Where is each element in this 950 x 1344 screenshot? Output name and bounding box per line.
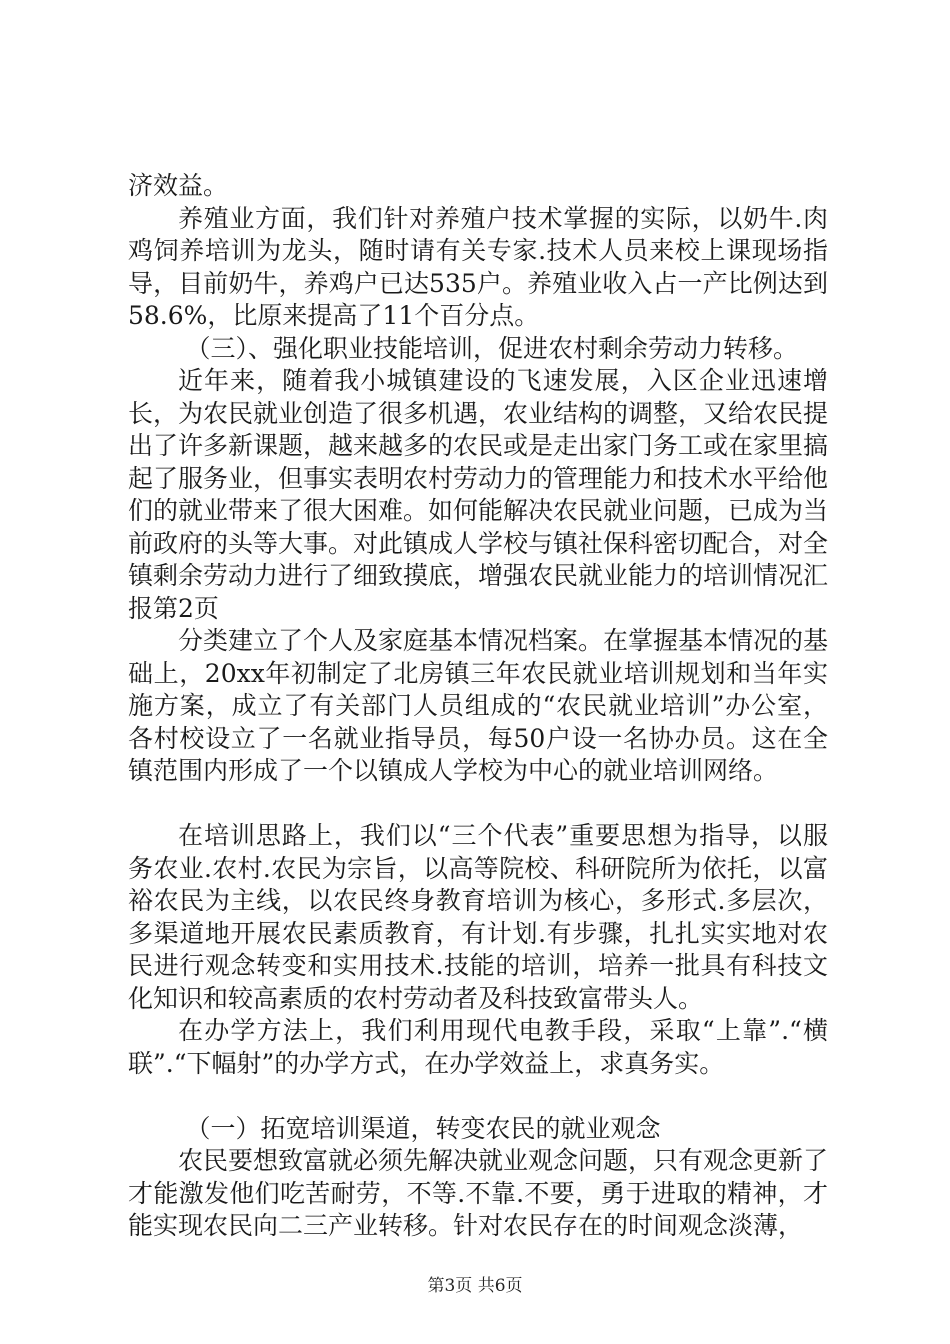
page-footer: 第3页 共6页 [427,1276,523,1296]
paragraph-gap [128,788,828,821]
paragraph-continuation: 济效益。 [128,171,229,200]
paragraph-archives: 分类建立了个人及家庭基本情况档案。在掌握基本情况的基础上，20xx年初制定了北房镇三年农民就业培训规划和当年实施方案，成立了有关部门人员组成的“农民就业培训”办公室，各村校设立了一名就业指导员，每50户设一名协办员。这在全镇范围内形成了一个以镇成人学校为中心的就业培训网络。 [128,626,829,785]
paragraph-employment-concept: 农民要想致富就必须先解决就业观念问题，只有观念更新了才能激发他们吃苦耐劳，不等.不靠.不要，勇于进取的精神，才能实现农民向二三产业转移。针对农民存在的时间观念淡薄， [128,1146,829,1240]
section-heading-1: （一）拓宽培训渠道，转变农民的就业观念 [185,1113,661,1143]
paragraph-recent-years: 近年来，随着我小城镇建设的飞速发展，入区企业迅速增长，为农民就业创造了很多机遇，农业结构的调整，又给农民提出了许多新课题，越来越多的农民或是走出家门务工或在家里搞起了服务业，但事实表明农村劳动力的管理能力和技术水平给他们的就业带来了很大困难。如何能解决农民就业问题，已成为当前政府的头等大事。对此镇成人学校与镇社保科密切配合，对全镇剩余劳动力进行了细致摸底，增强农民就业能力的培训情况汇报第2页 [128,366,829,623]
paragraph-training-ideas: 在培训思路上，我们以“三个代表”重要思想为指导，以服务农业.农村.农民为宗旨，以高等院校、科研院所为依托，以富裕农民为主线，以农民终身教育培训为核心，多形式.多层次，多渠道地开展农民素质教育，有计划.有步骤，扎扎实实地对农民进行观念转变和实用技术.技能的培训，培养一批具有科技文化知识和较高素质的农村劳动者及科技致富带头人。 [128,821,828,1013]
paragraph-livestock: 养殖业方面，我们针对养殖户技术掌握的实际，以奶牛.肉鸡饲养培训为龙头，随时请有关专家.技术人员来校上课现场指导，目前奶牛，养鸡户已达535户。养殖业收入占一产比例达到58.6%，比原来提高了11个百分点。 [128,203,828,330]
document-body [128,170,828,1243]
paragraph-teaching-methods: 在办学方法上，我们利用现代电教手段，采取“上靠”.“横联”.“下幅射”的办学方式，在办学效益上，求真务实。 [128,1016,828,1078]
section-heading-3: （三）、强化职业技能培训，促进农村剩余劳动力转移。 [185,333,799,363]
paragraph-gap [128,1080,828,1113]
